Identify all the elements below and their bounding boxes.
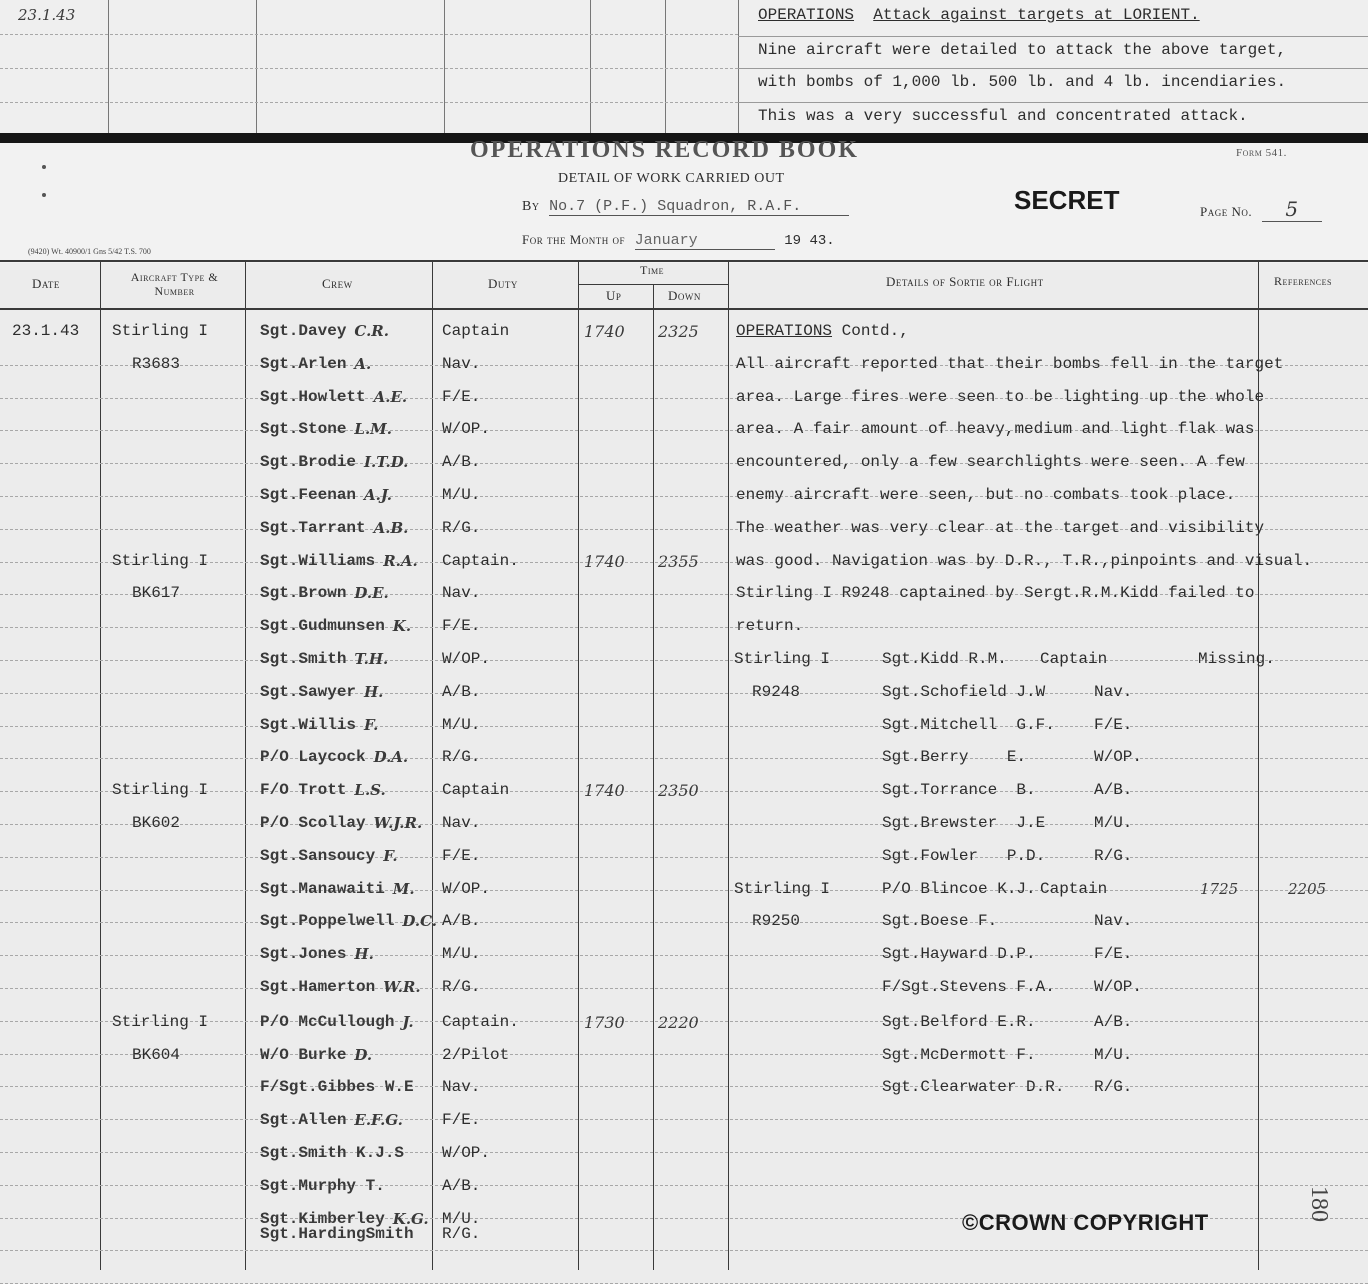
detail-duty: Captain <box>1040 650 1108 668</box>
by-label: By <box>522 199 540 214</box>
row-duty: Nav. <box>442 814 481 832</box>
row-crew: Sgt.Arlen <box>260 355 347 373</box>
row-crew-initials: W.J.R. <box>373 814 423 832</box>
top-strip-date: 23.1.43 <box>18 6 76 24</box>
page-label: Page No. <box>1200 204 1253 219</box>
row-crew-initials: A.E. <box>373 388 408 406</box>
detail-crew: Sgt.Brewster J.E <box>882 814 1046 832</box>
row-duty: A/B. <box>442 453 481 471</box>
printer-note: (9420) Wt. 40900/1 Gns 5/42 T.S. 700 <box>28 247 151 256</box>
previous-page-strip <box>0 0 1368 135</box>
row-crew: Sgt.Stone <box>260 420 347 438</box>
row-details <box>736 322 909 340</box>
detail-duty: Nav. <box>1094 683 1133 701</box>
copyright-notice: ©CROWN COPYRIGHT <box>962 1210 1209 1235</box>
side-stamp: 180 <box>1306 1186 1332 1222</box>
operations-label: OPERATIONS <box>758 6 855 24</box>
form-number: Form 541. <box>1236 147 1287 159</box>
detail-crew: Sgt.McDermott F. <box>882 1046 1036 1064</box>
row-crew: Sgt.Feenan <box>260 486 357 504</box>
row-crew: Sgt.Smith <box>260 650 347 668</box>
row-crew: Sgt.Poppelwell <box>260 912 395 930</box>
row-duty: F/E. <box>442 1111 481 1129</box>
row-down: 2220 <box>658 1013 699 1032</box>
row-crew-initials: J. <box>402 1013 414 1031</box>
squadron-line <box>522 197 849 216</box>
row-crew: Sgt.Smith K.J.S <box>260 1144 405 1162</box>
detail-crew: Sgt.Boese F. <box>882 912 998 930</box>
detail-crew: P/O Blincoe K.J. <box>882 880 1036 898</box>
row-duty: A/B. <box>442 912 481 930</box>
row-duty: R/G. <box>442 519 481 537</box>
row-crew: P/O McCullough <box>260 1013 395 1031</box>
detail-duty: R/G. <box>1094 1078 1133 1096</box>
detail-duty: F/E. <box>1094 945 1133 963</box>
detail-duty: Captain <box>1040 880 1108 898</box>
row-duty: Captain. <box>442 1013 519 1031</box>
row-crew-initials: A.B. <box>373 519 409 537</box>
row-duty: Captain. <box>442 552 519 570</box>
row-crew-initials: A. <box>354 355 372 373</box>
detail-aircraft: R9248 <box>752 683 801 701</box>
row-duty: M/U. <box>442 1210 481 1228</box>
row-duty: W/OP. <box>442 880 491 898</box>
col-date: Date <box>32 276 60 291</box>
row-aircraft: Stirling I <box>112 1013 209 1031</box>
row-crew-initials: D.C. <box>402 912 437 930</box>
row-crew: Sgt.Manawaiti <box>260 880 385 898</box>
row-crew-initials: D.E. <box>354 584 389 602</box>
row-crew: Sgt.Tarrant <box>260 519 366 537</box>
row-down: 2325 <box>658 322 699 341</box>
detail-duty: M/U. <box>1094 814 1133 832</box>
row-crew: Sgt.Jones <box>260 945 347 963</box>
form-subtitle: DETAIL OF WORK CARRIED OUT <box>558 171 785 186</box>
detail-crew: Sgt.Schofield J.W <box>882 683 1046 701</box>
row-aircraft: R3683 <box>132 355 181 373</box>
row-duty: W/OP. <box>442 1144 491 1162</box>
row-details: The weather was very clear at the target and visibility <box>736 519 1265 537</box>
col-references: References <box>1274 274 1332 288</box>
detail-crew: Sgt.Torrance B. <box>882 781 1036 799</box>
detail-duty: W/OP. <box>1094 748 1143 766</box>
form-header <box>0 137 1368 263</box>
month-label: For the Month of <box>522 232 626 247</box>
detail-crew: Sgt.Hayward D.P. <box>882 945 1036 963</box>
detail-duty: Nav. <box>1094 912 1133 930</box>
row-crew-initials: D. <box>354 1046 373 1064</box>
secret-stamp: SECRET <box>1014 185 1120 215</box>
detail-crew: Sgt.Berry E. <box>882 748 1027 766</box>
row-aircraft: Stirling I <box>112 322 209 340</box>
row-crew: Sgt.Davey <box>260 322 347 340</box>
row-crew: Sgt.Sawyer <box>260 683 357 701</box>
row-crew-initials: H. <box>364 683 384 701</box>
row-up: 1740 <box>584 781 625 800</box>
row-duty: W/OP. <box>442 650 491 668</box>
row-aircraft: BK602 <box>132 814 181 832</box>
row-crew-initials: D.A. <box>373 748 409 766</box>
detail-down: 2205 <box>1288 880 1327 898</box>
row-crew: Sgt.Brown <box>260 584 347 602</box>
row-crew: Sgt.Allen <box>260 1111 347 1129</box>
row-up: 1740 <box>584 322 625 341</box>
form-title: OPERATIONS RECORD BOOK <box>470 137 859 163</box>
row-crew: Sgt.Murphy T. <box>260 1177 385 1195</box>
row-aircraft: BK604 <box>132 1046 181 1064</box>
row-details: area. A fair amount of heavy,medium and light flak was <box>736 420 1255 438</box>
detail-up: 1725 <box>1200 880 1239 898</box>
page-number-line <box>1200 197 1322 222</box>
row-details: Stirling I R9248 captained by Sergt.R.M.Kidd failed to <box>736 584 1255 602</box>
row-duty: A/B. <box>442 1177 481 1195</box>
row-duty: Captain <box>442 322 510 340</box>
col-crew: Crew <box>322 276 353 291</box>
row-date: 23.1.43 <box>12 322 80 340</box>
row-crew-initials: F. <box>364 716 379 734</box>
detail-duty: W/OP. <box>1094 978 1143 996</box>
row-crew-initials: I.T.D. <box>364 453 409 471</box>
row-down: 2350 <box>658 781 699 800</box>
detail-crew: F/Sgt.Stevens F.A. <box>882 978 1055 996</box>
row-crew-initials: T.H. <box>354 650 389 668</box>
row-crew-initials: K.G. <box>392 1210 429 1228</box>
detail-crew: Sgt.Belford E.R. <box>882 1013 1036 1031</box>
row-duty: Nav. <box>442 1078 481 1096</box>
row-duty: Nav. <box>442 584 481 602</box>
row-crew: Sgt.Brodie <box>260 453 357 471</box>
col-aircraft: Aircraft Type & Number <box>130 270 219 298</box>
top-strip-line-3: with bombs of 1,000 lb. 500 lb. and 4 lb. incendiaries. <box>758 73 1287 91</box>
row-crew: Sgt.HardingSmith <box>260 1225 414 1243</box>
row-duty: Nav. <box>442 355 481 373</box>
row-duty: F/E. <box>442 388 481 406</box>
row-duty: R/G. <box>442 1225 481 1243</box>
detail-crew: Sgt.Kidd R.M. <box>882 650 1007 668</box>
col-up: Up <box>606 288 622 303</box>
row-details: encountered, only a few searchlights were seen. A few <box>736 453 1245 471</box>
row-crew: Sgt.Hamerton <box>260 978 376 996</box>
row-crew: Sgt.Kimberley <box>260 1210 385 1228</box>
row-up: 1740 <box>584 552 625 571</box>
month-line <box>522 231 835 250</box>
row-crew: Sgt.Williams <box>260 552 376 570</box>
row-up: 1730 <box>584 1013 625 1032</box>
row-crew-initials: F. <box>383 847 398 865</box>
row-aircraft: BK617 <box>132 584 181 602</box>
row-details: return. <box>736 617 804 635</box>
row-crew-initials: M. <box>392 880 415 898</box>
detail-aircraft: Stirling I <box>734 650 831 668</box>
row-details: All aircraft reported that their bombs fell in the target <box>736 355 1284 373</box>
row-duty: R/G. <box>442 978 481 996</box>
row-crew-initials: A.J. <box>364 486 393 504</box>
operations-contd-text: Contd., <box>832 322 909 340</box>
row-crew: P/O Laycock <box>260 748 366 766</box>
row-duty: F/E. <box>442 847 481 865</box>
top-strip-line-1 <box>758 6 1200 24</box>
row-aircraft: Stirling I <box>112 552 209 570</box>
row-duty: M/U. <box>442 945 481 963</box>
row-crew-initials: W.R. <box>383 978 421 996</box>
top-strip-line-4: This was a very successful and concentrated attack. <box>758 107 1248 125</box>
row-crew: W/O Burke <box>260 1046 347 1064</box>
row-duty: R/G. <box>442 748 481 766</box>
row-duty: 2/Pilot <box>442 1046 510 1064</box>
row-crew: P/O Scollay <box>260 814 366 832</box>
row-crew-initials: C.R. <box>354 322 389 340</box>
row-crew: F/Sgt.Gibbes W.E <box>260 1078 414 1096</box>
operations-contd-label: OPERATIONS <box>736 322 833 340</box>
detail-duty: F/E. <box>1094 716 1133 734</box>
detail-aircraft: Stirling I <box>734 880 831 898</box>
col-details: Details of Sortie or Flight <box>886 274 1044 289</box>
row-duty: F/E. <box>442 617 481 635</box>
row-crew-initials: H. <box>354 945 374 963</box>
col-duty: Duty <box>488 276 518 291</box>
row-crew-initials: K. <box>392 617 412 635</box>
top-strip-line-2: Nine aircraft were detailed to attack the above target, <box>758 41 1287 59</box>
row-aircraft: Stirling I <box>112 781 209 799</box>
row-duty: A/B. <box>442 683 481 701</box>
row-crew: Sgt.Gudmunsen <box>260 617 385 635</box>
row-down: 2355 <box>658 552 699 571</box>
detail-duty: A/B. <box>1094 1013 1133 1031</box>
col-down: Down <box>668 288 701 303</box>
squadron-value: No.7 (P.F.) Squadron, R.A.F. <box>549 198 849 216</box>
row-crew: Sgt.Howlett <box>260 388 366 406</box>
row-details: enemy aircraft were seen, but no combats took place. <box>736 486 1236 504</box>
detail-duty: M/U. <box>1094 1046 1133 1064</box>
top-strip-line-1-text: Attack against targets at LORIENT. <box>873 6 1200 24</box>
year-value: 19 43. <box>784 233 835 249</box>
row-crew-initials: L.S. <box>354 781 386 799</box>
detail-aircraft: R9250 <box>752 912 801 930</box>
row-details: area. Large fires were seen to be lighting up the whole <box>736 388 1265 406</box>
row-crew: Sgt.Willis <box>260 716 357 734</box>
row-crew: F/O Trott <box>260 781 347 799</box>
row-crew-initials: E.F.G. <box>354 1111 403 1129</box>
detail-duty: R/G. <box>1094 847 1133 865</box>
row-details: was good. Navigation was by D.R., T.R.,pinpoints and visual. <box>736 552 1313 570</box>
row-crew-initials: R.A. <box>383 552 418 570</box>
col-time: Time <box>640 263 664 277</box>
row-crew: Sgt.Sansoucy <box>260 847 376 865</box>
row-crew-initials: L.M. <box>354 420 392 438</box>
detail-crew: Sgt.Mitchell G.F. <box>882 716 1055 734</box>
month-value: January <box>635 232 775 250</box>
detail-crew: Sgt.Clearwater D.R. <box>882 1078 1065 1096</box>
row-duty: M/U. <box>442 486 481 504</box>
row-duty: Captain <box>442 781 510 799</box>
detail-crew: Sgt.Fowler P.D. <box>882 847 1046 865</box>
page-value: 5 <box>1262 197 1322 222</box>
detail-extra: Missing. <box>1198 650 1275 668</box>
row-duty: M/U. <box>442 716 481 734</box>
detail-duty: A/B. <box>1094 781 1133 799</box>
row-duty: W/OP. <box>442 420 491 438</box>
